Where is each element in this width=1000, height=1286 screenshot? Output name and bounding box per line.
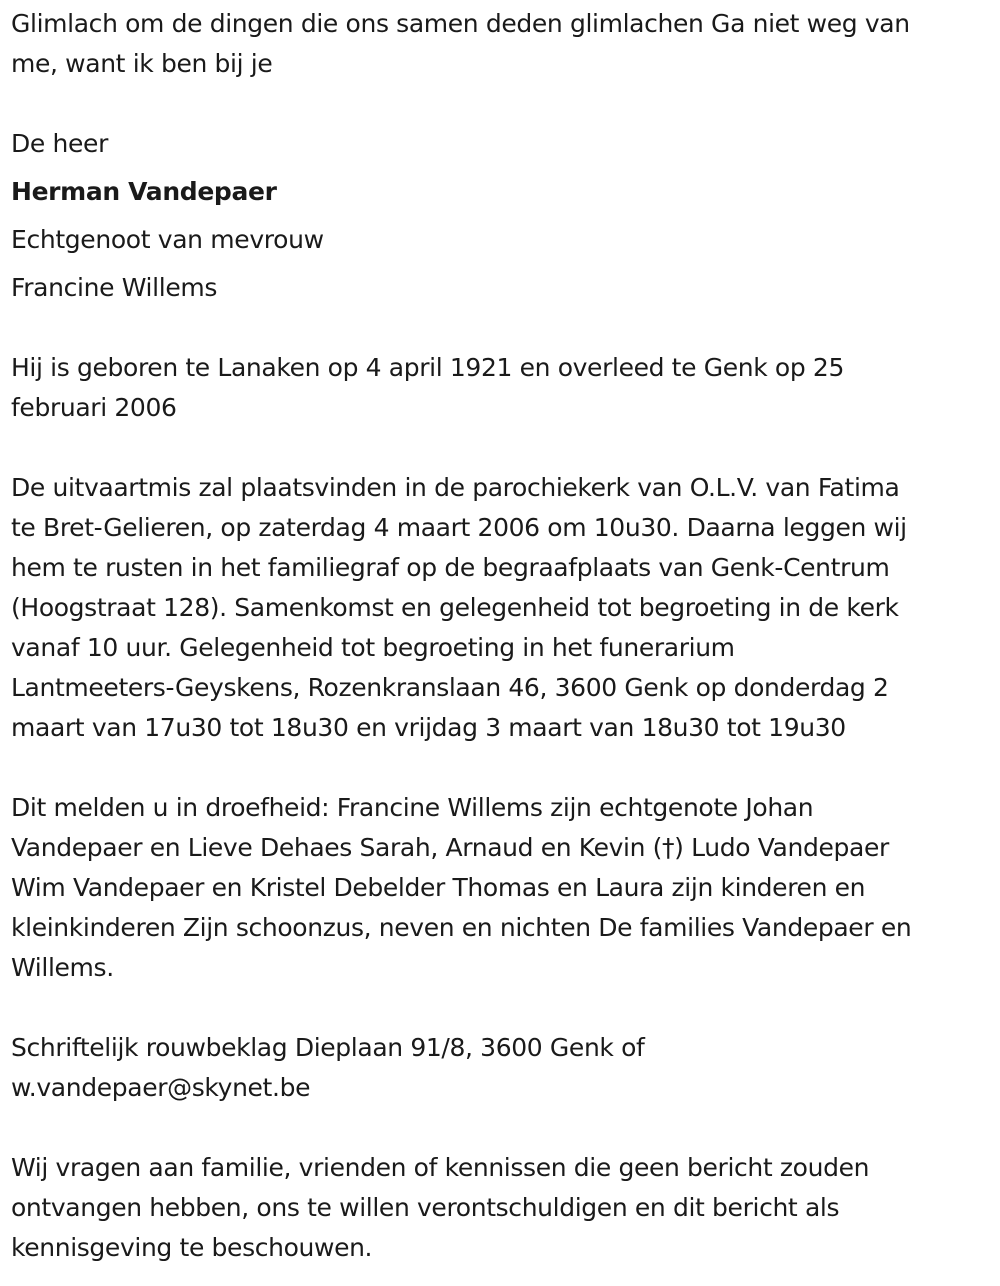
paragraph-line: kleinkinderen Zijn schoonzus, neven en nichten De families Vandepaer en xyxy=(11,913,912,942)
paragraph-line: Schriftelijk rouwbeklag Dieplaan 91/8, 3600 Genk of xyxy=(11,1033,645,1062)
paragraph-line: Willems. xyxy=(11,953,114,982)
birth-death-paragraph xyxy=(11,348,993,428)
paragraph-line: maart van 17u30 tot 18u30 en vrijdag 3 maart van 18u30 tot 19u30 xyxy=(11,713,846,742)
paragraph-line: Vandepaer en Lieve Dehaes Sarah, Arnaud en Kevin (†) Ludo Vandepaer xyxy=(11,833,889,862)
salutation: De heer xyxy=(11,129,109,158)
closing-paragraph xyxy=(11,1148,993,1268)
opening-quote xyxy=(11,4,993,84)
paragraph-line: hem te rusten in het familiegraf op de begraafplaats van Genk-Centrum xyxy=(11,553,890,582)
paragraph-line: Lantmeeters-Geyskens, Rozenkranslaan 46, 3600 Genk op donderdag 2 xyxy=(11,673,889,702)
paragraph-line: ontvangen hebben, ons te willen verontschuldigen en dit bericht als xyxy=(11,1193,840,1222)
paragraph-line: Wim Vandepaer en Kristel Debelder Thomas en Laura zijn kinderen en xyxy=(11,873,866,902)
paragraph-line: februari 2006 xyxy=(11,393,177,422)
paragraph-line: kennisgeving te beschouwen. xyxy=(11,1233,373,1262)
quote-line: me, want ik ben bij je xyxy=(11,49,273,78)
spouse-intro: Echtgenoot van mevrouw xyxy=(11,225,324,254)
ceremony-paragraph xyxy=(11,468,993,748)
paragraph-line: Wij vragen aan familie, vrienden of kennissen die geen bericht zouden xyxy=(11,1153,870,1182)
email-address: w.vandepaer@skynet.be xyxy=(11,1073,311,1102)
paragraph-line: Hij is geboren te Lanaken op 4 april 1921 en overleed te Genk op 25 xyxy=(11,353,844,382)
condolence-paragraph xyxy=(11,1028,993,1108)
paragraph-line: vanaf 10 uur. Gelegenheid tot begroeting in het funerarium xyxy=(11,633,735,662)
deceased-name: Herman Vandepaer xyxy=(11,177,277,206)
obituary-notice xyxy=(11,4,993,1268)
mourners-paragraph xyxy=(11,788,993,988)
paragraph-line: Dit melden u in droefheid: Francine Willems zijn echtgenote Johan xyxy=(11,793,814,822)
paragraph-line: De uitvaartmis zal plaatsvinden in de parochiekerk van O.L.V. van Fatima xyxy=(11,473,900,502)
spouse-name: Francine Willems xyxy=(11,273,218,302)
quote-line: Glimlach om de dingen die ons samen deden glimlachen Ga niet weg van xyxy=(11,9,910,38)
paragraph-line: te Bret-Gelieren, op zaterdag 4 maart 2006 om 10u30. Daarna leggen wij xyxy=(11,513,907,542)
paragraph-line: (Hoogstraat 128). Samenkomst en gelegenheid tot begroeting in de kerk xyxy=(11,593,899,622)
